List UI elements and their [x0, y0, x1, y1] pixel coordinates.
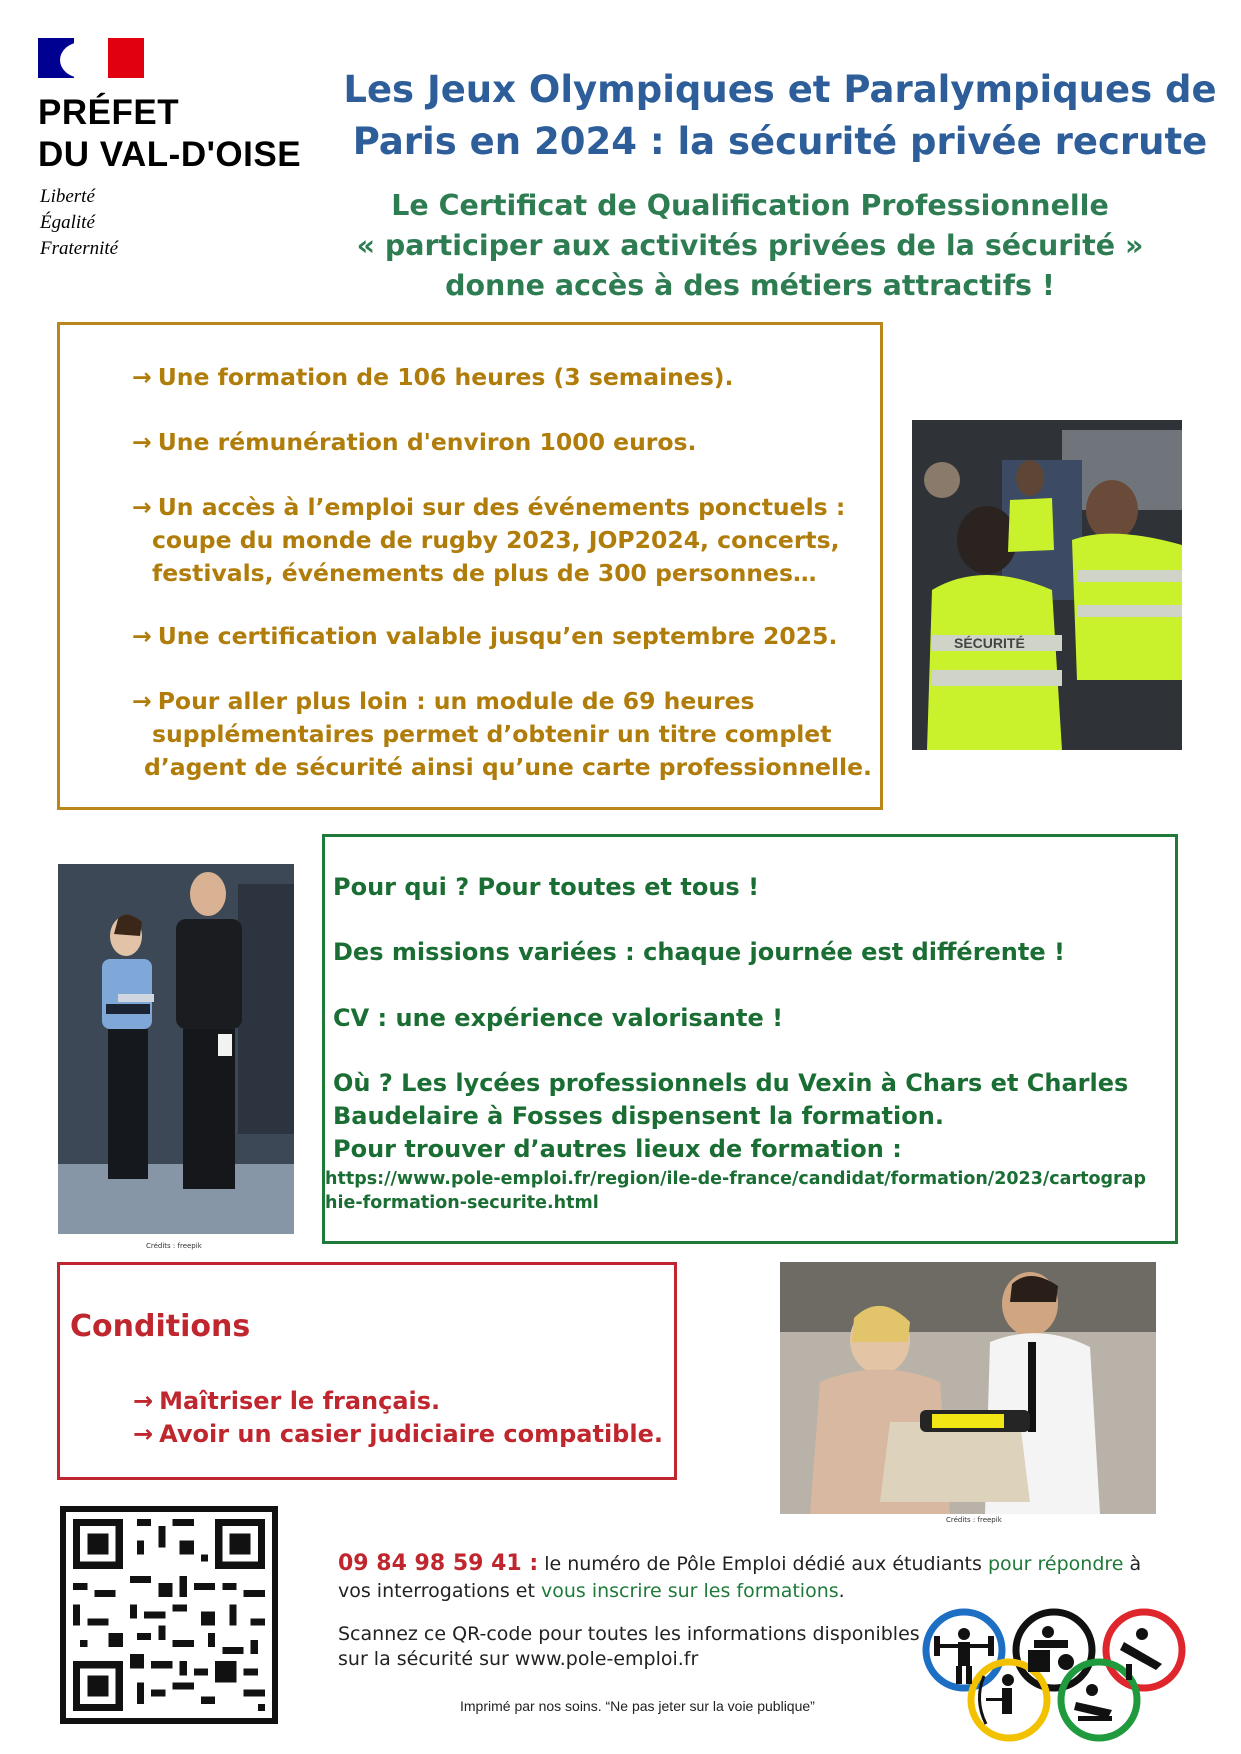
- bag-inspection-photo: [780, 1262, 1156, 1514]
- benefit-text: d’agent de sécurité ainsi qu’une carte professionnelle.: [144, 753, 872, 781]
- scan-instructions: [338, 1622, 938, 1672]
- motto-liberte: Liberté: [40, 186, 95, 207]
- bag-inspection-illustration: [780, 1262, 1156, 1514]
- qr-code-pattern: [66, 1512, 272, 1718]
- info-find-more: Pour trouver d’autres lieux de formation :: [333, 1135, 902, 1163]
- motto-fraternite: Fraternité: [40, 238, 119, 259]
- phone-number[interactable]: 09 84 98 59 41 :: [338, 1551, 539, 1576]
- security-staff-illustration: [912, 420, 1182, 750]
- conditions-box: [57, 1262, 677, 1480]
- contact-info: [338, 1550, 1168, 1605]
- security-agents-illustration: [58, 864, 294, 1234]
- photo-credit-agents: Crédits : freepik: [146, 1242, 202, 1250]
- arrow-icon: →: [132, 687, 152, 715]
- benefits-box: [57, 322, 883, 810]
- benefit-text: Une formation de 106 heures (3 semaines).: [157, 363, 734, 391]
- arrow-icon: →: [133, 1387, 154, 1415]
- flag-white-band: [74, 38, 108, 78]
- printed-note: Imprimé par nos soins. “Ne pas jeter sur la voie publique”: [460, 1698, 815, 1714]
- arrow-icon: →: [133, 1420, 154, 1448]
- info-where: [333, 1067, 1128, 1166]
- condition-text: Maîtriser le français.: [159, 1387, 441, 1415]
- olympic-rings-icon: [916, 1606, 1192, 1744]
- subtitle-line3: donne accès à des métiers attractifs !: [445, 269, 1055, 302]
- page-title: [330, 64, 1230, 168]
- condition-french: [133, 1385, 440, 1418]
- subtitle-line1: Le Certificat de Qualification Professionnelle: [391, 189, 1109, 222]
- benefit-text: Une rémunération d'environ 1000 euros.: [157, 428, 697, 456]
- benefit-training-hours: [132, 361, 733, 394]
- training-map-link[interactable]: https://www.pole-emploi.fr/region/ile-de-france/candidat/formation/2023/cartographie-formation-securite.html: [325, 1169, 1146, 1213]
- prefecture-name-line1: PRÉFET: [38, 93, 180, 132]
- prefecture-name-line2: DU VAL-D'OISE: [38, 135, 302, 174]
- contact-highlight: pour répondre: [987, 1553, 1124, 1575]
- info-where-line1: Où ? Les lycées professionnels du Vexin à Chars et Charles: [333, 1069, 1129, 1097]
- arrow-icon: →: [132, 493, 152, 521]
- arrow-icon: →: [132, 622, 152, 650]
- qr-code[interactable]: [60, 1506, 278, 1724]
- vest-label-securite: SÉCURITÉ: [954, 635, 1025, 651]
- benefit-text: coupe du monde de rugby 2023, JOP2024, concerts,: [152, 526, 840, 554]
- subtitle-line2: « participer aux activités privées de la sécurité »: [356, 229, 1144, 262]
- republique-francaise-flag: [38, 38, 144, 78]
- benefit-extra-module: [132, 685, 872, 784]
- contact-text: à vos interrogations et: [338, 1553, 1142, 1602]
- info-box: [322, 834, 1178, 1244]
- conditions-title: Conditions: [70, 1309, 251, 1344]
- contact-text: .: [838, 1580, 845, 1602]
- flag-red-band: [108, 38, 144, 78]
- prefecture-name: [38, 92, 301, 176]
- benefit-certification-validity: [132, 620, 837, 653]
- arrow-icon: →: [132, 363, 152, 391]
- olympic-ring: [1106, 1612, 1182, 1688]
- info-missions: Des missions variées : chaque journée est différente !: [333, 938, 1065, 966]
- security-staff-photo: [912, 420, 1182, 750]
- contact-text: le numéro de Pôle Emploi dédié aux étudiants: [538, 1553, 988, 1575]
- benefit-events-access: [132, 491, 845, 590]
- olympic-rings-logo: [916, 1606, 1192, 1744]
- info-cv: CV : une expérience valorisante !: [333, 1004, 784, 1032]
- benefit-text: Un accès à l’emploi sur des événements ponctuels :: [157, 493, 846, 521]
- condition-criminal-record: [133, 1418, 663, 1451]
- info-where-line2: Baudelaire à Fosses dispensent la formation.: [333, 1102, 944, 1130]
- marianne-profile-icon: [60, 42, 104, 78]
- title-line1: Les Jeux Olympiques et Paralympiques de: [343, 68, 1217, 111]
- arrow-icon: →: [132, 428, 152, 456]
- olympic-ring: [1016, 1612, 1092, 1688]
- motto-egalite: Égalité: [40, 212, 95, 233]
- benefit-text: Pour aller plus loin : un module de 69 heures: [157, 687, 755, 715]
- page-subtitle: [300, 186, 1200, 306]
- security-agents-photo: [58, 864, 294, 1234]
- benefit-text: festivals, événements de plus de 300 personnes…: [152, 559, 817, 587]
- photo-credit-inspection: Crédits : freepik: [946, 1516, 1002, 1524]
- scan-line1: Scannez ce QR-code pour toutes les informations disponibles: [338, 1623, 920, 1645]
- contact-highlight: vous inscrire sur les formations: [540, 1580, 839, 1602]
- condition-text: Avoir un casier judiciaire compatible.: [159, 1420, 663, 1448]
- info-who: Pour qui ? Pour toutes et tous !: [333, 873, 760, 901]
- scan-line2: sur la sécurité sur www.pole-emploi.fr: [338, 1648, 699, 1670]
- benefit-text: supplémentaires permet d’obtenir un titre complet: [152, 720, 832, 748]
- benefit-pay: [132, 426, 696, 459]
- title-line2: Paris en 2024 : la sécurité privée recrute: [352, 120, 1208, 163]
- benefit-text: Une certification valable jusqu’en septembre 2025.: [157, 622, 838, 650]
- olympic-ring: [1061, 1662, 1137, 1738]
- republic-motto: [40, 184, 118, 262]
